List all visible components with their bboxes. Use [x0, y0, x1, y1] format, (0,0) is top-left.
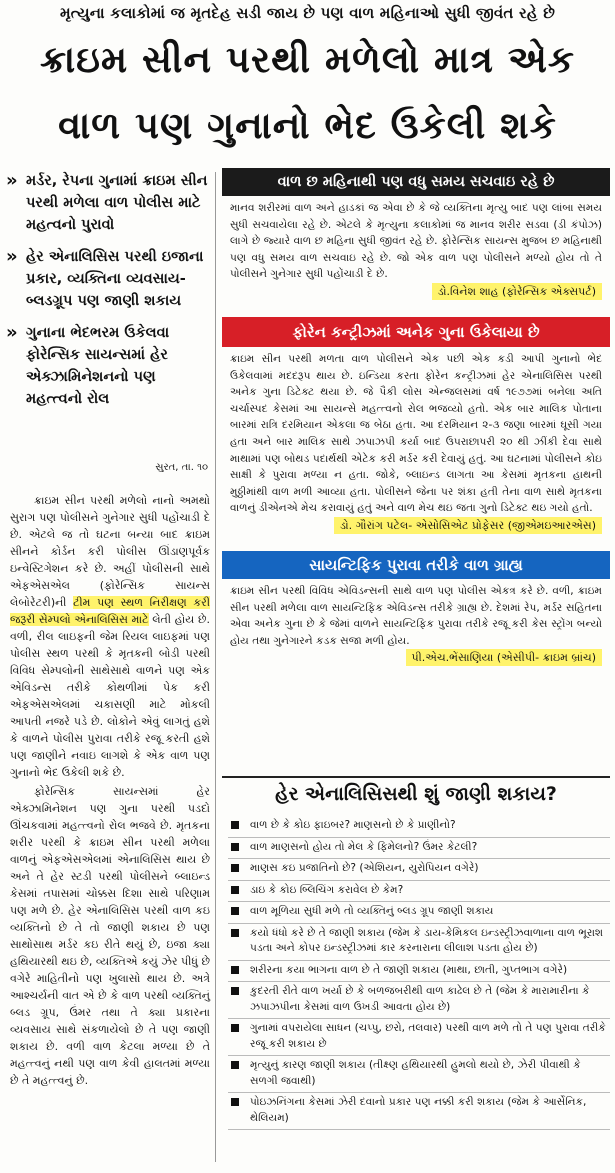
summary-bullets — [4, 170, 214, 420]
list-item-text: મૃત્યુનું કારણ જાણી શકાય (તીક્ષ્ણ હથિયારથી હુમલો થયો છે, ઝેરી પીવાથી કે સળગી જવાથી) — [250, 1059, 581, 1087]
section-3-title: સાયન્ટિફિક પુરાવા તરીકે વાળ ગ્રાહ્ય — [222, 551, 610, 579]
list-item-text: માણસ કઇ પ્રજાતિનો છે? (એશિયન, યુરોપિયન વગેરે) — [250, 862, 479, 874]
section-1-title: વાળ છ મહિનાથી પણ વધુ સમય સચવાઇ રહે છે — [222, 168, 610, 196]
summary-bullet — [4, 170, 214, 236]
list-item — [228, 924, 610, 961]
article-paragraph — [10, 492, 210, 781]
list-item — [228, 1093, 610, 1130]
sidebar-sections — [222, 168, 610, 671]
summary-bullet — [4, 322, 214, 410]
credit-text: ડો. ગૌરાંગ પટેલ- એસોસિએટ પ્રોફેસર (જીએમઇઆરએસ) — [334, 517, 602, 534]
section-1-body: માનવ શરીરમાં વાળ અને હાડકાં જ એવા છે કે જે વ્યક્તિના મૃત્યુ બાદ પણ લાંબા સમય સુધી સચવાયેલા રહે છે. એટલે કે મૃત્યુના કલાકોમાં જ માનવ શરીર સડવા (ડી કંપોઝ) લાગે છે જ્યારે વાળ છ મહિના સુધી જીવંત રહે છે. ફોરેન્સિક સાયન્સ મુજબ છ મહિનાથી પણ વધુ સમય વાળ સચવાઇ રહે છે. જો એક વાળ પણ પોલીસને મળ્યો હોય તો તે પોલીસને ગુનેગાર સુધી પહોંચાડી દે છે. — [230, 202, 602, 281]
square-bullet-icon — [231, 864, 239, 872]
section-2-title: ફોરેન કન્ટ્રીઝમાં અનેક ગુના ઉકેલાયા છે — [222, 317, 610, 347]
headline-line-2: વાળ પણ ગુનાનો ભેદ ઉકેલી શકે — [58, 104, 557, 147]
list-item — [228, 1019, 610, 1056]
list-item — [228, 982, 610, 1019]
list-item-text: પોઇઝનિંગના કેસમાં ઝેરી દવાનો પ્રકાર પણ નક્કી કરી શકાય (જેમ કે આર્સેનિક, થેલિયમ) — [250, 1096, 587, 1124]
hair-analysis-title: હેર એનાલિસિસથી શું જાણી શકાય? — [222, 776, 610, 812]
summary-bullet — [4, 246, 214, 312]
list-item — [228, 838, 610, 860]
list-item-text: ગુનામાં વપરાયેલા સાધન (ચપ્પુ, છરો, તલવાર) પરથી વાળ મળે તો તે પણ પુરાવા તરીકે રજૂ કરી શકાય છે — [250, 1022, 606, 1050]
column-divider — [215, 172, 216, 1162]
square-bullet-icon — [231, 907, 239, 915]
highlighted-text: ટીમ પણ સ્થળ નિરીક્ષણ કરી જરૂરી સેમ્પલો એનાલિસિસ માટે — [10, 596, 210, 626]
section-1-credit — [222, 283, 610, 305]
square-bullet-icon — [231, 929, 239, 937]
bullet-text: ગુનાના ભેદભરમ ઉકેલવા ફોરેન્સિક સાયન્સમાં હેર એક્ઝામિનેશનનો પણ મહત્ત્વનો રોલ — [26, 325, 170, 407]
square-bullet-icon — [231, 966, 239, 974]
square-bullet-icon — [231, 1061, 239, 1069]
section-gap — [222, 305, 610, 317]
paragraph-text: ફોરેન્સિક સાયન્સમાં હેર એક્ઝામિનેશન પણ ગુના પરથી પડદો ઊંચકવામાં મહત્ત્વનો રોલ ભજવે છે. મૃતકના શરીર પરથી કે ક્રાઇમ સીન પરથી મળેલા વાળનું એફએસએલમાં એનાલિસિસ થાય છે અને તે હેર સ્ટડી પરથી પોલીસને બ્લાઇન્ડ કેસમાં તપાસમાં ચોક્કસ દિશા સાથે પરિણામ પણ મળે છે. હેર એનાલિસિસ પરથી વાળ કઇ વ્યક્તિનો છે તે તો જાણી શકાય છે પણ સાથોસાથ મર્ડર કઇ રીતે થયું છે, ઇજા ક્યા હથિયારથી થઇ છે, વ્યક્તિએ કયું ઝેર પીધું છે વગેરે માહિતીનો પણ ખુલાસો થાય છે. અત્રે આશ્ચર્યની વાત એ છે કે વાળ પરથી વ્યક્તિનું બ્લડ ગ્રૂપ, ઉંમર તથા તે ક્યા પ્રકારના વ્યવસાય સાથે સંકળાયેલો છે તે પણ જાણી શકાય છે. વળી વાળ કેટલા મળ્યા છે તે મહત્ત્વનું નથી પણ વાળ કેવી હાલતમાં મળ્યા છે તે મહત્ત્વનું છે. — [10, 785, 210, 1087]
list-item — [228, 961, 610, 983]
square-bullet-icon — [231, 886, 239, 894]
section-gap — [222, 539, 610, 551]
list-item — [228, 816, 610, 838]
article-paragraph — [10, 783, 210, 1089]
list-item-text: વાળ માણસનો હોય તો મેલ કે ફિમેલનો? ઉંમર કેટલી? — [250, 840, 478, 853]
section-2-body: ક્રાઇમ સીન પરથી મળતા વાળ પોલીસને એક પછી એક કડી આપી ગુનાનો ભેદ ઉકેલવામાં મદદરૂપ થાય છે. ઇન્ડિયા કરતા ફોરેન કન્ટ્રીઝમાં હેર એનાલિસિસ પરથી અનેક ગુના ડિટેક્ટ થયા છે. જે પૈકી લોસ એન્જલસમાં વર્ષ ૧૯૭૭માં બનેલા અતિ ચર્ચાસ્પદ કેસમાં આ સાયન્સે મહત્ત્વનો રોલ ભજવ્યો હતો. એક બાર માલિક પોતાના બારમાં રાત્રિ દરમિયાન એકલા જ બેઠા હતા. આ દરમિયાન ૨-૩ જણા બારમાં ઘૂસી ગયા હતા અને બાર માલિક સાથે ઝપાઝપી કર્યા બાદ ઉપરાછાપરી ૨૦ થી ઝીંકી દેવા સાથે માથામાં પણ બોથડ પદાર્થથી એટેક કરી મર્ડર કરી દેવાયું હતું. આ ઘટનામાં પોલીસને કોઇ સાક્ષી કે પુરાવા મળ્યા ન હતા. જોકે, બ્લાઇન્ડ લાગતા આ કેસમાં મૃતકના હાથની મુઠ્ઠીમાંથી વાળ મળી આવ્યા હતા. પોલીસને જેના પર શંકા હતી તેના વાળ સાથે મૃતકના વાળનું ડીએનએ મેચ કરાવાયું હતું અને વાળ મેચ થઇ જતા ગુનો ડિટેક્ટ થઇ ગયો હતો. — [230, 352, 602, 515]
list-item — [228, 881, 610, 903]
credit-text: પી.એચ.ભેંસાણિયા (એસીપી- ક્રાઇમ બ્રાંચ) — [406, 649, 603, 666]
list-item-text: ડાઇ કે કોઇ બ્લિચિંગ કરાવેલ છે કેમ? — [250, 883, 404, 896]
bullet-text: હેર એનાલિસિસ પરથી ઇજાના પ્રકાર, વ્યક્તિના વ્યવસાય-બ્લડગ્રૂપ પણ જાણી શકાય — [26, 249, 204, 309]
paragraph-text: લેતી હોય છે. વળી, રીલ લાઇફની જેમ રિયલ લાઇફમાં પણ પોલીસ સ્થળ પરથી કે મૃતકની બોડી પરથી વિવિધ સેમ્પલોની સાથેસાથે વાળને પણ એક એવિડન્સ તરીકે કોથળીમાં પેક કરી એફએસએલમાં ચકાસણી માટે મોકલી આપતી નજરે પડે છે. લોકોને એવું લાગતું હશે કે વાળને પોલીસ પુરાવા તરીકે રજૂ કરતી હશે પણ જાણીને નવાઇ લાગશે કે એક વાળ પણ ગુનાનો ભેદ ઉકેલી શકે છે. — [10, 613, 210, 779]
kicker-line: મૃત્યુના કલાકોમાં જ મૃતદેહ સડી જાય છે પણ વાળ મહિનાઓ સુધી જીવંત રહે છે — [59, 4, 555, 22]
section-3-credit — [222, 649, 610, 671]
list-item-text: કુદરતી રીતે વાળ ખર્યા છે કે બળજબરીથી વાળ કાઢેલ છે તે (જેમ કે મારામારીના કે ઝપાઝપીના કેસમાં વાળ ઉખડી આવતા હોય છે) — [250, 985, 590, 1013]
list-item — [228, 902, 610, 924]
square-bullet-icon — [231, 821, 239, 829]
bullet-mark: » — [6, 322, 18, 343]
section-2-credit — [222, 517, 610, 539]
headline-line-1: ક્રાઇમ સીન પરથી મળેલો માત્ર એક — [39, 38, 576, 81]
list-item-text: કયો ધંધો કરે છે તે જાણી શકાય (જેમ કે ડાય-કેમિકલ ઇન્ડસ્ટ્રીઝવાળાના વાળ ભૂરાશ પડતા અને કોપર ઇન્ડસ્ટ્રીઝમાં કાર કરનારાના લીલાશ પડતા હોય છે) — [250, 926, 604, 954]
hair-analysis-list — [228, 816, 610, 1130]
section-3-body: ક્રાઇમ સીન પરથી વિવિધ એવિડન્સની સાથે વાળ પણ પોલીસ એકત્ર કરે છે. વળી, ક્રાઇમ સીન પરથી મળેલા વાળ સાયન્ટિફિક એવિડન્સ તરીકે ગ્રાહ્ય છે. દેશમાં રેપ, મર્ડર સહિતના એવા અનેક ગુના છે કે જેમાં વાળને સાયન્ટિફિક પુરાવા તરીકે રજૂ કરી કેસ સ્ટ્રોંગ બન્યો હોય તથા ગુનેગારને કડક સજા મળી હોય. — [230, 584, 602, 647]
list-item — [228, 1056, 610, 1093]
square-bullet-icon — [231, 843, 239, 851]
dateline: સુરત, તા. ૧૦ — [155, 462, 208, 473]
main-article — [10, 492, 210, 1091]
list-item-text: વાળ મૂળિયા સુધી મળે તો વ્યક્તિનું બ્લડ ગ્રૂપ જાણી શકાય — [250, 905, 494, 917]
square-bullet-icon — [231, 1024, 239, 1032]
bullet-text: મર્ડર, રેપના ગુનામાં ક્રાઇમ સીન પરથી મળેલા વાળ પોલીસ માટે મહત્વનો પુરાવો — [26, 173, 208, 233]
paragraph-text: ક્રાઇમ સીન પરથી મળેલો નાનો અમથો સુરાગ પણ પોલીસને ગુનેગાર સુધી પહોંચાડી દે છે. એટલે જ તો ઘટના બન્યા બાદ ક્રાઇમ સીનને કોર્ડન કરી પોલીસ ઊંડાણપૂર્વક ઇન્વેસ્ટિગેશન કરે છે. અહીં પોલીસની સાથે એફએસએલ (ફોરેન્સિક સાયન્સ લેબોરેટરી)ની — [10, 494, 210, 609]
square-bullet-icon — [231, 1098, 239, 1106]
bullet-mark: » — [6, 170, 18, 191]
square-bullet-icon — [231, 987, 239, 995]
list-item-text: વાળ છે કે કોઇ ફાઇબર? માણસનો છે કે પ્રાણીનો? — [250, 819, 456, 831]
list-item — [228, 859, 610, 881]
list-item-text: શરીરના કયા ભાગના વાળ છે તે જાણી શકાય (માથા, છાતી, ગુપ્તભાગ વગેરે) — [250, 963, 568, 976]
credit-text: ડો.વિનેશ શાહ (ફોરેન્સિક એક્સપર્ટ) — [432, 283, 602, 300]
bullet-mark: » — [6, 246, 18, 267]
